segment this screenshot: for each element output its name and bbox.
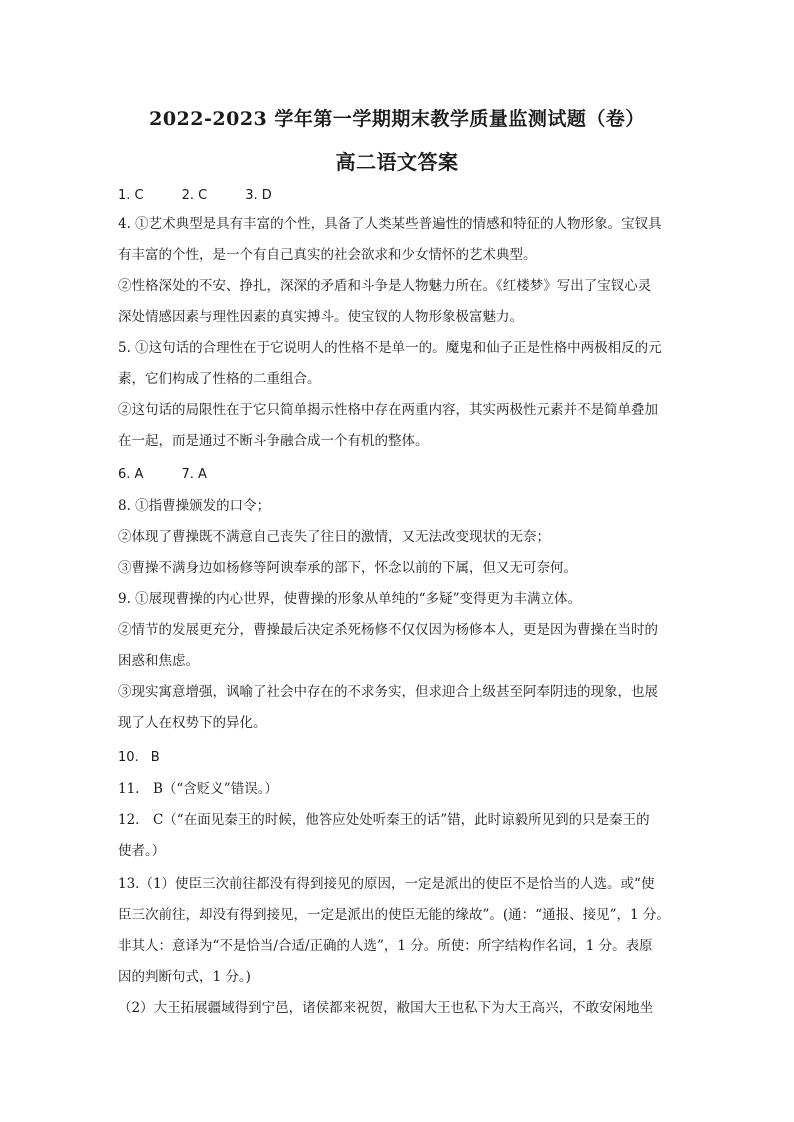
answer-line: ②性格深处的不安、挣扎，深深的矛盾和斗争是人物魅力所在。《红楼梦》写出了宝钗心灵 (118, 278, 652, 294)
answer-line: ③现实寓意增强，讽喻了社会中存在的不求务实，但求迎合上级甚至阿奉阴违的现象，也展 (118, 684, 658, 700)
answer-q2: 2. C (181, 188, 208, 203)
page-title: 2022-2023 学年第一学期期末教学质量监测试题（卷） (149, 108, 645, 130)
answers-q1-3 (118, 187, 678, 205)
answer-line: 9. ①展现曹操的内心世界，使曹操的形象从单纯的“多疑”变得更为丰满立体。 (118, 591, 581, 607)
answer-q10-line (118, 749, 678, 767)
answer-line: 使者。） (118, 843, 166, 859)
answer-q6: 6. A (118, 467, 144, 482)
page-subtitle: 高二语文答案 (335, 150, 459, 174)
answer-line: 深处情感因素与理性因素的真实搏斗。使宝钗的人物形象极富魅力。 (118, 309, 523, 325)
answer-q10: B (150, 750, 160, 765)
answer-line: 在一起，而是通过不断斗争融合成一个有机的整体。 (118, 433, 429, 449)
answer-q7: 7. A (181, 467, 207, 482)
answer-line: ②体现了曹操既不满意自己丧失了往日的激情，又无法改变现状的无奈； (118, 529, 550, 545)
answer-line: 有丰富的个性，是一个有自己真实的社会欲求和少女情怀的艺术典型。 (118, 247, 537, 263)
answers-q6-7 (118, 466, 678, 484)
answer-line: 13.（1）使臣三次前往都没有得到接见的原因，一定是派出的使臣不是恰当的人选。或“使 (118, 876, 655, 892)
answer-line: 非其人：意译为“不是恰当/合适/正确的人选”，1 分。所使：所字结构作名词，1 分。表原 (118, 938, 653, 954)
answer-q1: 1. C (118, 188, 144, 203)
answer-line: ②情节的发展更充分，曹操最后决定杀死杨修不仅仅因为杨修本人，更是因为曹操在当时的 (118, 622, 658, 638)
answer-line: 臣三次前往，却没有得到接见，一定是派出的使臣无能的缘故”。(通：“通报、接见”，1 分。 (118, 907, 670, 923)
answer-line: 困惑和焦虑。 (118, 653, 199, 669)
answer-line: 因的判断句式，1 分。) (118, 969, 251, 985)
answer-line: 12. C（“在面见秦王的时候，他答应处处听秦王的话”错，此时谅毅所见到的只是秦王的 (118, 812, 650, 828)
answer-line: ②这句话的局限性在于它只简单揭示性格中存在两重内容，其实两极性元素并不是简单叠加 (118, 402, 658, 418)
answer-q3: 3. D (245, 188, 272, 203)
answer-line: 11. B（“含贬义”错误。） (118, 781, 278, 797)
answer-line: 现了人在权势下的异化。 (118, 715, 267, 731)
answer-line: 5. ①这句话的合理性在于它说明人的性格不是单一的。魔鬼和仙子正是性格中两极相反的元 (118, 340, 662, 356)
answer-line: ③曹操不满身边如杨修等阿谀奉承的部下，怀念以前的下属，但又无可奈何。 (118, 560, 577, 576)
answer-line: 素，它们构成了性格的二重组合。 (118, 371, 321, 387)
answer-q10-number: 10. (118, 750, 139, 765)
answer-line: 8. ①指曹操颁发的口令； (118, 498, 271, 514)
answer-line: 4. ①艺术典型是具有丰富的个性，具备了人类某些普遍性的情感和特征的人物形象。宝钗具 (118, 216, 662, 232)
answer-line: （2）大王拓展疆域得到宁邑，诸侯都来祝贺，敝国大王也私下为大王高兴，不敢安闲地坐 (118, 1000, 654, 1016)
